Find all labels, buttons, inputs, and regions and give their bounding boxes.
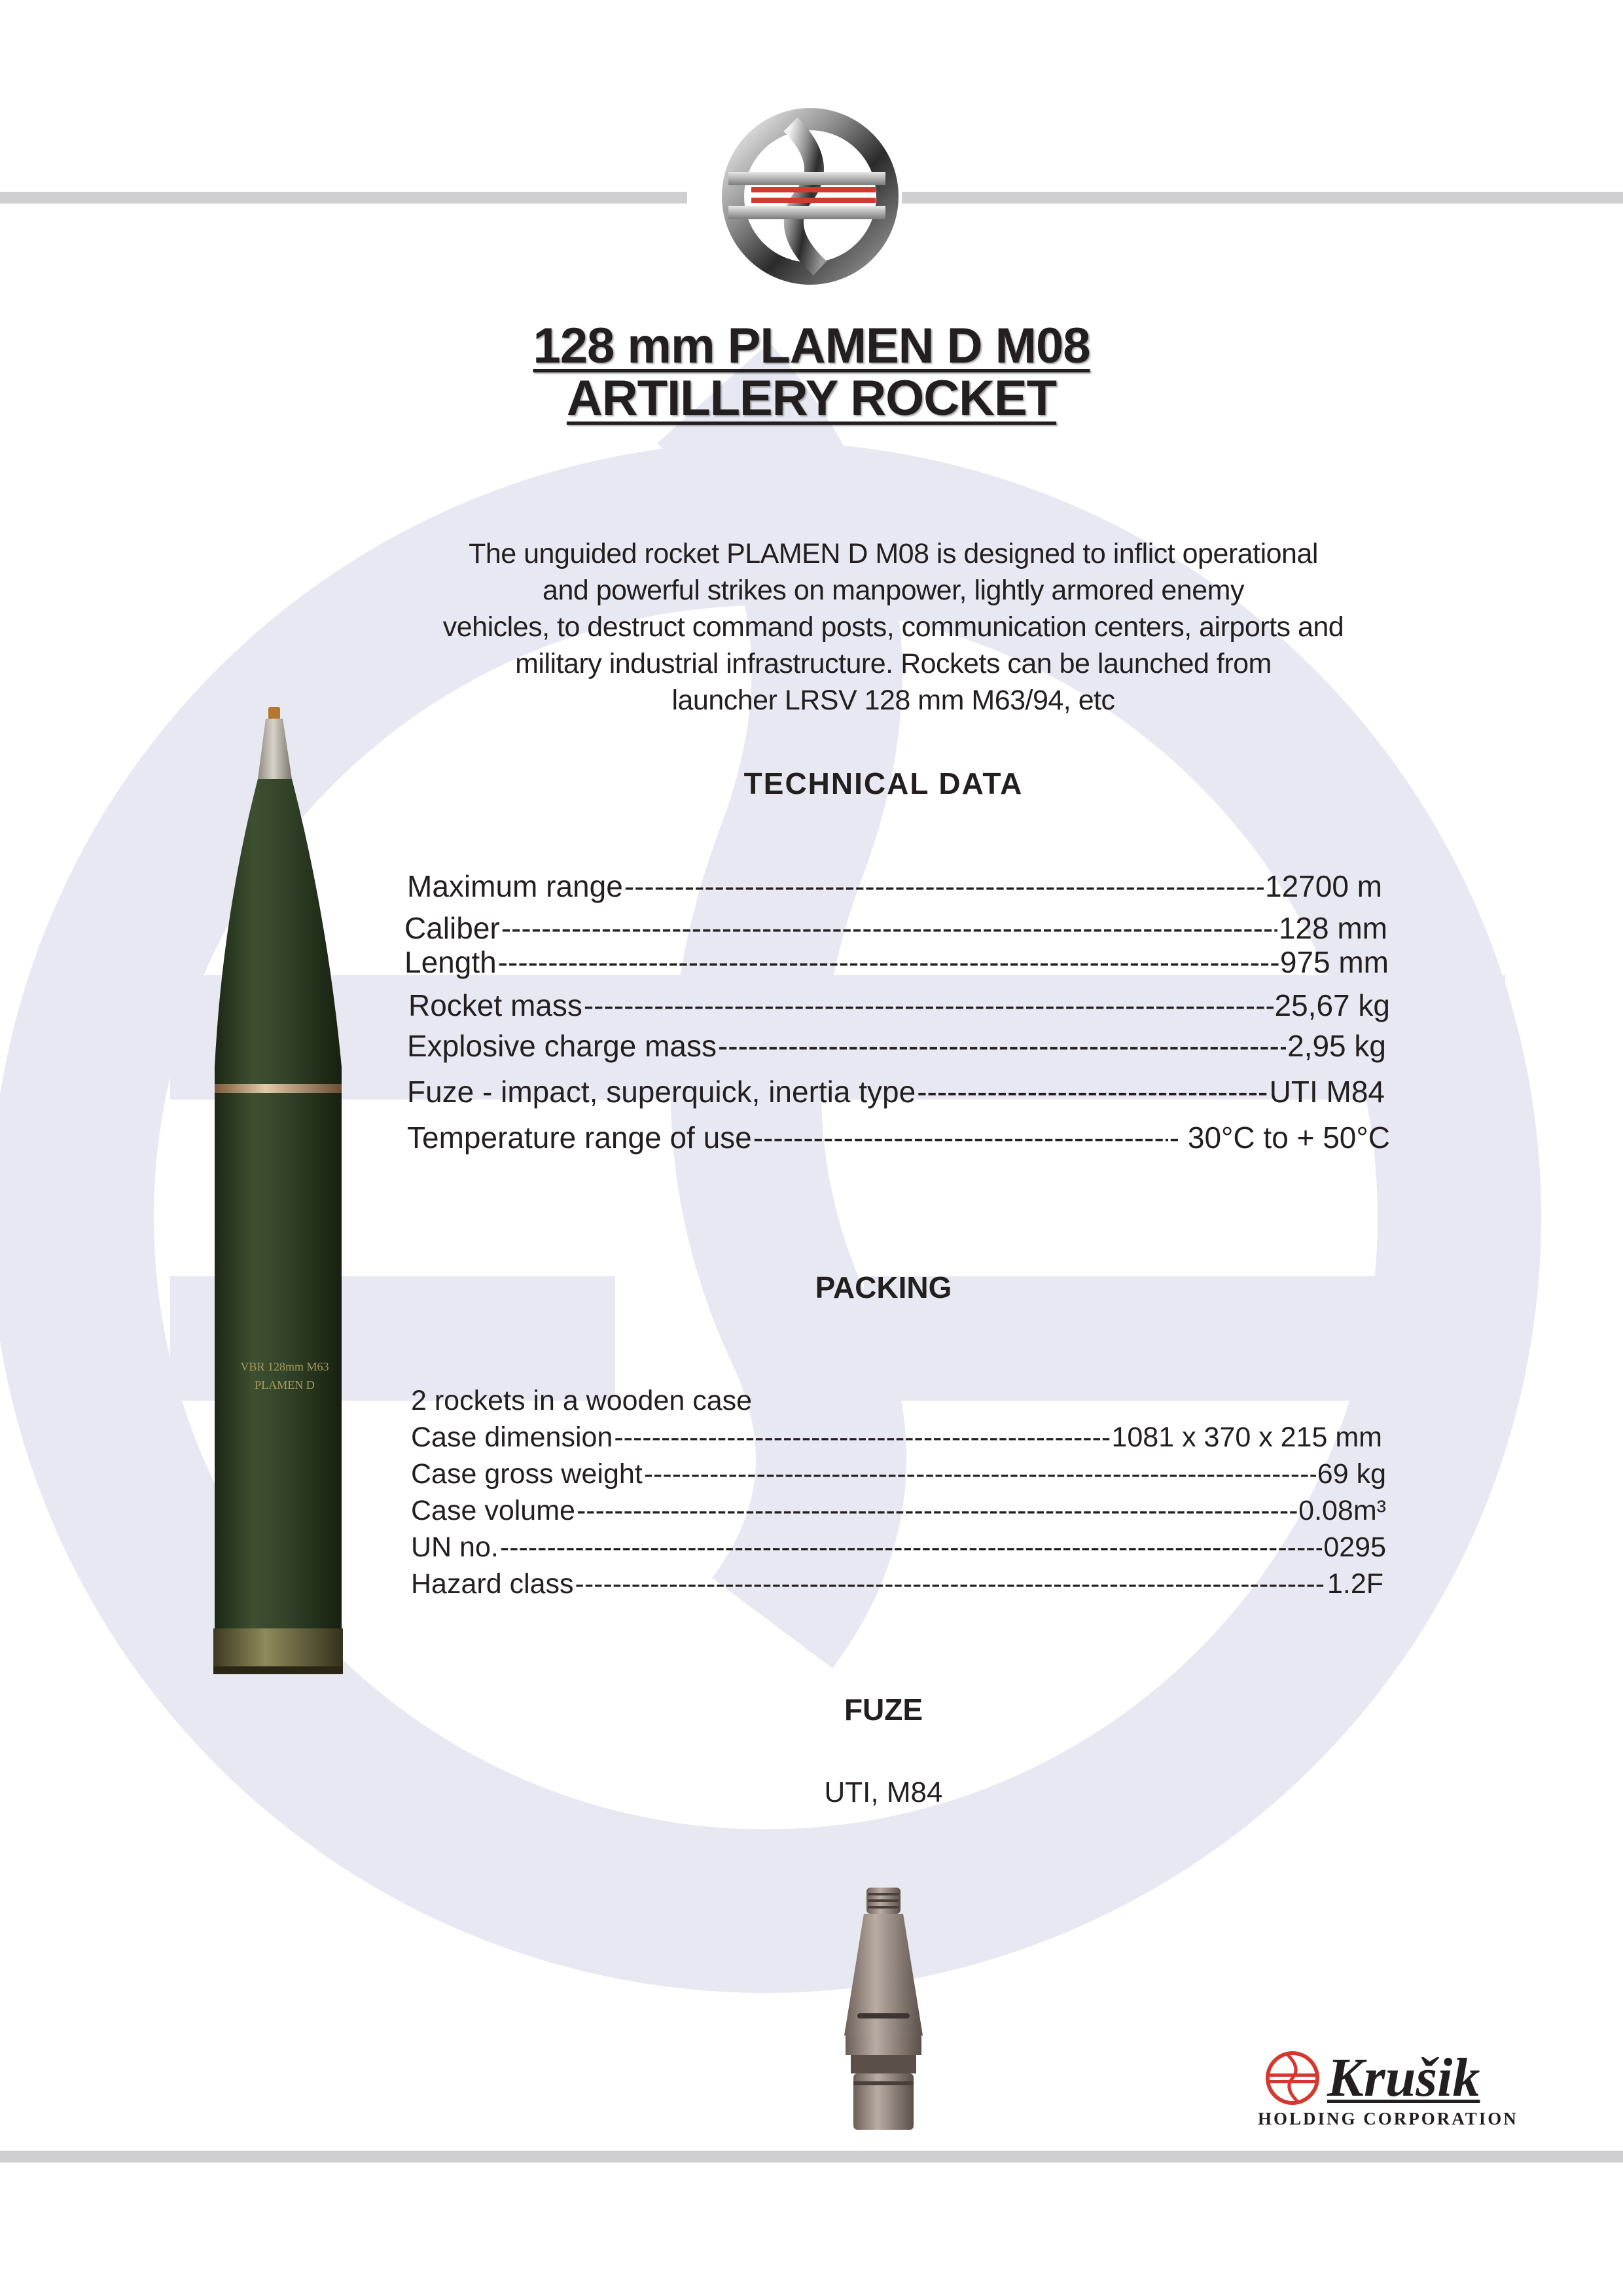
packing-row-case-dimension (411, 1419, 1382, 1456)
spec-value: 12700 m (1264, 869, 1382, 903)
packing-label: Case volume (411, 1495, 575, 1526)
company-logo-icon (705, 105, 902, 285)
rocket-marking-line-2: PLAMEN D (255, 1378, 315, 1391)
packing-label: Hazard class (411, 1568, 574, 1600)
spec-label: Length (404, 945, 497, 979)
packing-value: 0.08m³ (1298, 1495, 1386, 1526)
leader-dashes (644, 1456, 1316, 1492)
leader-dashes (917, 1073, 1268, 1110)
bottom-rule (0, 2151, 1623, 2162)
spec-label: Maximum range (407, 869, 623, 903)
spec-value: 25,67 kg (1274, 988, 1390, 1022)
footer-brand-subtitle: HOLDING CORPORATION (1258, 2109, 1518, 2128)
leader-dashes (584, 987, 1274, 1024)
top-rule-left (0, 192, 687, 204)
spec-row-rocket-mass (408, 987, 1390, 1024)
spec-row-length (404, 944, 1389, 980)
leader-dashes (501, 910, 1277, 946)
spec-value: 128 mm (1278, 911, 1387, 945)
packing-value: 1081 x 370 x 215 mm (1111, 1422, 1382, 1453)
spec-label: Temperature range of use (407, 1121, 752, 1155)
leader-dashes (500, 1529, 1322, 1566)
spec-row-temperature-range (407, 1119, 1390, 1156)
packing-label: Case dimension (411, 1422, 613, 1453)
spec-label: Explosive charge mass (407, 1029, 717, 1063)
spec-value: 2,95 kg (1287, 1029, 1386, 1063)
page-title-line-2: ARTILLERY ROCKET (566, 370, 1057, 426)
leader-dashes (753, 1119, 1168, 1156)
footer-brand-emblem-icon (1263, 2049, 1322, 2108)
packing-first-line: 2 rockets in a wooden case (411, 1385, 753, 1416)
leader-dashes (624, 868, 1264, 905)
leader-dashes (718, 1028, 1286, 1064)
page-title-line-1: 128 mm PLAMEN D M08 (533, 318, 1090, 374)
intro-line: vehicles, to destruct command posts, communication centers, airports and (442, 611, 1344, 643)
packing-row-un-no (411, 1529, 1386, 1566)
packing-label: UN no. (411, 1532, 499, 1563)
footer-brand-name: Krušik (1327, 2047, 1480, 2108)
rocket-illustration-icon (196, 700, 373, 1721)
fuze-heading: FUZE (844, 1693, 923, 1727)
spec-label: Rocket mass (408, 988, 582, 1022)
rocket-marking-line-1: VBR 128mm M63 (240, 1360, 329, 1373)
spec-value: - 30°C to + 50°C (1169, 1121, 1390, 1155)
leader-dashes (575, 1566, 1326, 1602)
intro-paragraph (366, 535, 1420, 719)
packing-value: 0295 (1323, 1532, 1386, 1563)
spec-label: Fuze - impact, superquick, inertia type (407, 1075, 916, 1109)
packing-value: 69 kg (1317, 1458, 1386, 1490)
leader-dashes (614, 1419, 1110, 1456)
intro-line: The unguided rocket PLAMEN D M08 is designed to inflict operational (469, 538, 1318, 569)
spec-value: 975 mm (1279, 945, 1389, 979)
spec-row-fuze (407, 1073, 1385, 1110)
packing-row-hazard-class (411, 1566, 1383, 1602)
spec-row-explosive-charge-mass (407, 1028, 1386, 1064)
spec-row-maximum-range (407, 868, 1382, 905)
spec-row-caliber (404, 910, 1387, 946)
spec-label: Caliber (404, 911, 500, 945)
intro-line: and powerful strikes on manpower, lightly armored enemy (543, 575, 1244, 606)
top-rule-right (902, 192, 1623, 204)
packing-value: 1.2F (1327, 1568, 1383, 1600)
spec-value: UTI M84 (1269, 1075, 1385, 1109)
intro-line: launcher LRSV 128 mm M63/94, etc (671, 685, 1115, 716)
packing-row-case-volume (411, 1492, 1386, 1529)
leader-dashes (577, 1492, 1297, 1529)
packing-row-case-gross-weight (411, 1456, 1386, 1492)
leader-dashes (498, 944, 1279, 980)
technical-data-heading: TECHNICAL DATA (743, 766, 1024, 800)
fuze-value: UTI, M84 (824, 1776, 943, 1808)
packing-label: Case gross weight (411, 1458, 643, 1490)
packing-heading: PACKING (815, 1270, 952, 1304)
intro-line: military industrial infrastructure. Rockets can be launched from (515, 648, 1272, 679)
fuze-illustration-icon (831, 1885, 936, 2147)
